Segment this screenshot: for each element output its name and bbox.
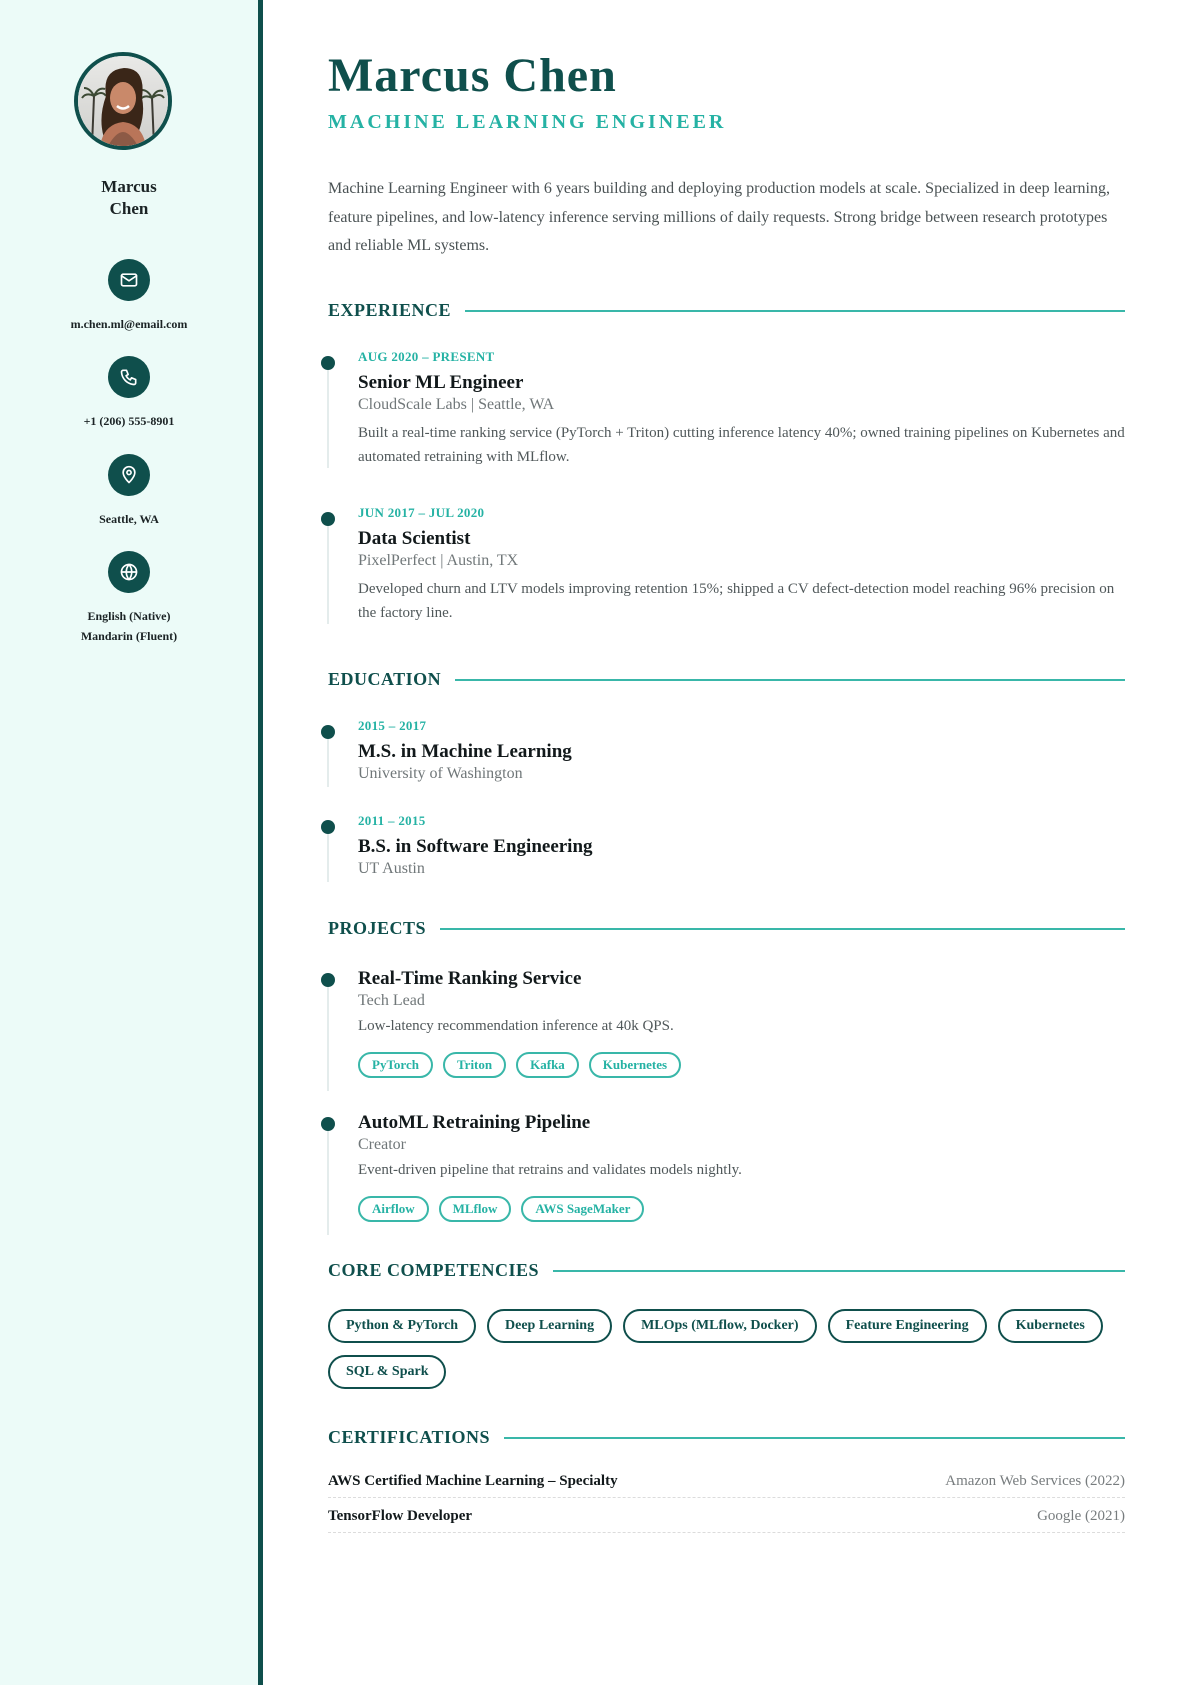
phone-icon bbox=[108, 356, 150, 398]
timeline-dot bbox=[321, 356, 335, 370]
experience-item bbox=[328, 505, 1125, 625]
tech-tag: Kubernetes bbox=[589, 1052, 681, 1078]
timeline-rail bbox=[327, 987, 329, 1091]
description: Low-latency recommendation inference at 40k QPS. bbox=[358, 1018, 674, 1034]
section-title: CORE COMPETENCIES bbox=[328, 1260, 540, 1280]
section-title: EDUCATION bbox=[328, 669, 442, 689]
project-name: Real-Time Ranking Service bbox=[358, 968, 582, 989]
location-text: Seattle, WA bbox=[99, 512, 159, 526]
summary: Machine Learning Engineer with 6 years building and deploying production models at scale. Specialized in deep learning, feature pipelines, and low-latency inference serving millions of daily requests. Strong bridge between research prototypes and reliable ML systems. bbox=[328, 180, 1110, 254]
section-certifications bbox=[328, 1427, 1125, 1448]
project-item bbox=[328, 1111, 1125, 1222]
profile-photo bbox=[78, 56, 168, 146]
timeline-rail bbox=[327, 834, 329, 882]
tech-tags bbox=[358, 1052, 1125, 1078]
skill-chip: Kubernetes bbox=[998, 1309, 1103, 1343]
section-projects bbox=[328, 918, 1125, 939]
job-title: MACHINE LEARNING ENGINEER bbox=[328, 111, 727, 133]
timeline-dot bbox=[321, 973, 335, 987]
description: Event-driven pipeline that retrains and validates models nightly. bbox=[358, 1162, 742, 1178]
sidebar-name bbox=[0, 176, 258, 220]
section-title: EXPERIENCE bbox=[328, 300, 452, 320]
section-title: CERTIFICATIONS bbox=[328, 1427, 491, 1447]
tech-tag: PyTorch bbox=[358, 1052, 433, 1078]
date-range: JUN 2017 – JUL 2020 bbox=[358, 505, 485, 520]
timeline-rail bbox=[327, 1131, 329, 1235]
timeline-dot bbox=[321, 820, 335, 834]
section-divider bbox=[465, 310, 1125, 312]
description: Built a real-time ranking service (PyTorch + Triton) cutting inference latency 40%; owned training pipelines on Kubernetes and automated retraining with MLflow. bbox=[358, 425, 1125, 465]
degree: M.S. in Machine Learning bbox=[358, 741, 572, 762]
tech-tags bbox=[358, 1196, 1125, 1222]
organization: PixelPerfect | Austin, TX bbox=[358, 552, 519, 569]
location-pin-icon bbox=[108, 454, 150, 496]
skill-chip: Feature Engineering bbox=[828, 1309, 987, 1343]
skill-chip: Python & PyTorch bbox=[328, 1309, 476, 1343]
timeline-dot bbox=[321, 1117, 335, 1131]
project-item bbox=[328, 967, 1125, 1078]
section-education bbox=[328, 669, 1125, 690]
organization: CloudScale Labs | Seattle, WA bbox=[358, 396, 555, 413]
timeline-dot bbox=[321, 725, 335, 739]
section-experience bbox=[328, 300, 1125, 321]
date-range: 2015 – 2017 bbox=[358, 718, 427, 733]
degree: B.S. in Software Engineering bbox=[358, 836, 593, 857]
section-title: PROJECTS bbox=[328, 918, 427, 938]
certification-row bbox=[328, 1473, 1125, 1498]
languages-text bbox=[0, 606, 258, 646]
project-role: Creator bbox=[358, 1136, 406, 1153]
project-role: Tech Lead bbox=[358, 992, 425, 1009]
skill-chip: MLOps (MLflow, Docker) bbox=[623, 1309, 816, 1343]
section-divider bbox=[553, 1270, 1125, 1272]
section-divider bbox=[504, 1437, 1125, 1439]
section-divider bbox=[455, 679, 1125, 681]
timeline-rail bbox=[327, 526, 329, 624]
phone-text[interactable]: +1 (206) 555-8901 bbox=[83, 414, 175, 428]
description: Developed churn and LTV models improving retention 15%; shipped a CV defect-detection model reaching 96% precision on the factory line. bbox=[358, 581, 1115, 621]
language-item: English (Native) bbox=[87, 609, 171, 623]
page-title: Marcus Chen bbox=[328, 49, 617, 102]
tech-tag: Triton bbox=[443, 1052, 506, 1078]
contact-location bbox=[0, 454, 258, 529]
section-divider bbox=[440, 928, 1125, 930]
education-item bbox=[328, 718, 1125, 784]
school: University of Washington bbox=[358, 765, 523, 782]
contact-email bbox=[0, 259, 258, 334]
education-item bbox=[328, 813, 1125, 879]
mail-icon bbox=[108, 259, 150, 301]
timeline-rail bbox=[327, 370, 329, 468]
date-range: 2011 – 2015 bbox=[358, 813, 426, 828]
role-title: Senior ML Engineer bbox=[358, 372, 524, 393]
experience-item bbox=[328, 349, 1125, 469]
avatar bbox=[74, 52, 172, 150]
email-text[interactable]: m.chen.ml@email.com bbox=[70, 317, 188, 331]
sidebar-last-name: Chen bbox=[109, 199, 149, 218]
skill-chip: Deep Learning bbox=[487, 1309, 612, 1343]
section-competencies bbox=[328, 1260, 1125, 1281]
certification-row bbox=[328, 1508, 1125, 1533]
cert-name: TensorFlow Developer bbox=[328, 1508, 473, 1524]
timeline-dot bbox=[321, 512, 335, 526]
skill-chip: SQL & Spark bbox=[328, 1355, 446, 1389]
role-title: Data Scientist bbox=[358, 528, 471, 549]
contact-phone bbox=[0, 356, 258, 431]
tech-tag: Airflow bbox=[358, 1196, 429, 1222]
contact-languages bbox=[0, 551, 258, 646]
timeline-rail bbox=[327, 739, 329, 787]
tech-tag: Kafka bbox=[516, 1052, 579, 1078]
cert-issuer: Amazon Web Services (2022) bbox=[945, 1473, 1125, 1489]
tech-tag: MLflow bbox=[439, 1196, 512, 1222]
sidebar-first-name: Marcus bbox=[101, 177, 157, 196]
globe-icon bbox=[108, 551, 150, 593]
language-item: Mandarin (Fluent) bbox=[80, 629, 178, 643]
tech-tag: AWS SageMaker bbox=[521, 1196, 644, 1222]
project-name: AutoML Retraining Pipeline bbox=[358, 1112, 591, 1133]
date-range: AUG 2020 – PRESENT bbox=[358, 349, 495, 364]
cert-issuer: Google (2021) bbox=[1037, 1508, 1125, 1524]
sidebar bbox=[0, 0, 263, 1685]
cert-name: AWS Certified Machine Learning – Specialty bbox=[328, 1473, 618, 1489]
school: UT Austin bbox=[358, 860, 425, 877]
competency-list bbox=[328, 1309, 1125, 1389]
